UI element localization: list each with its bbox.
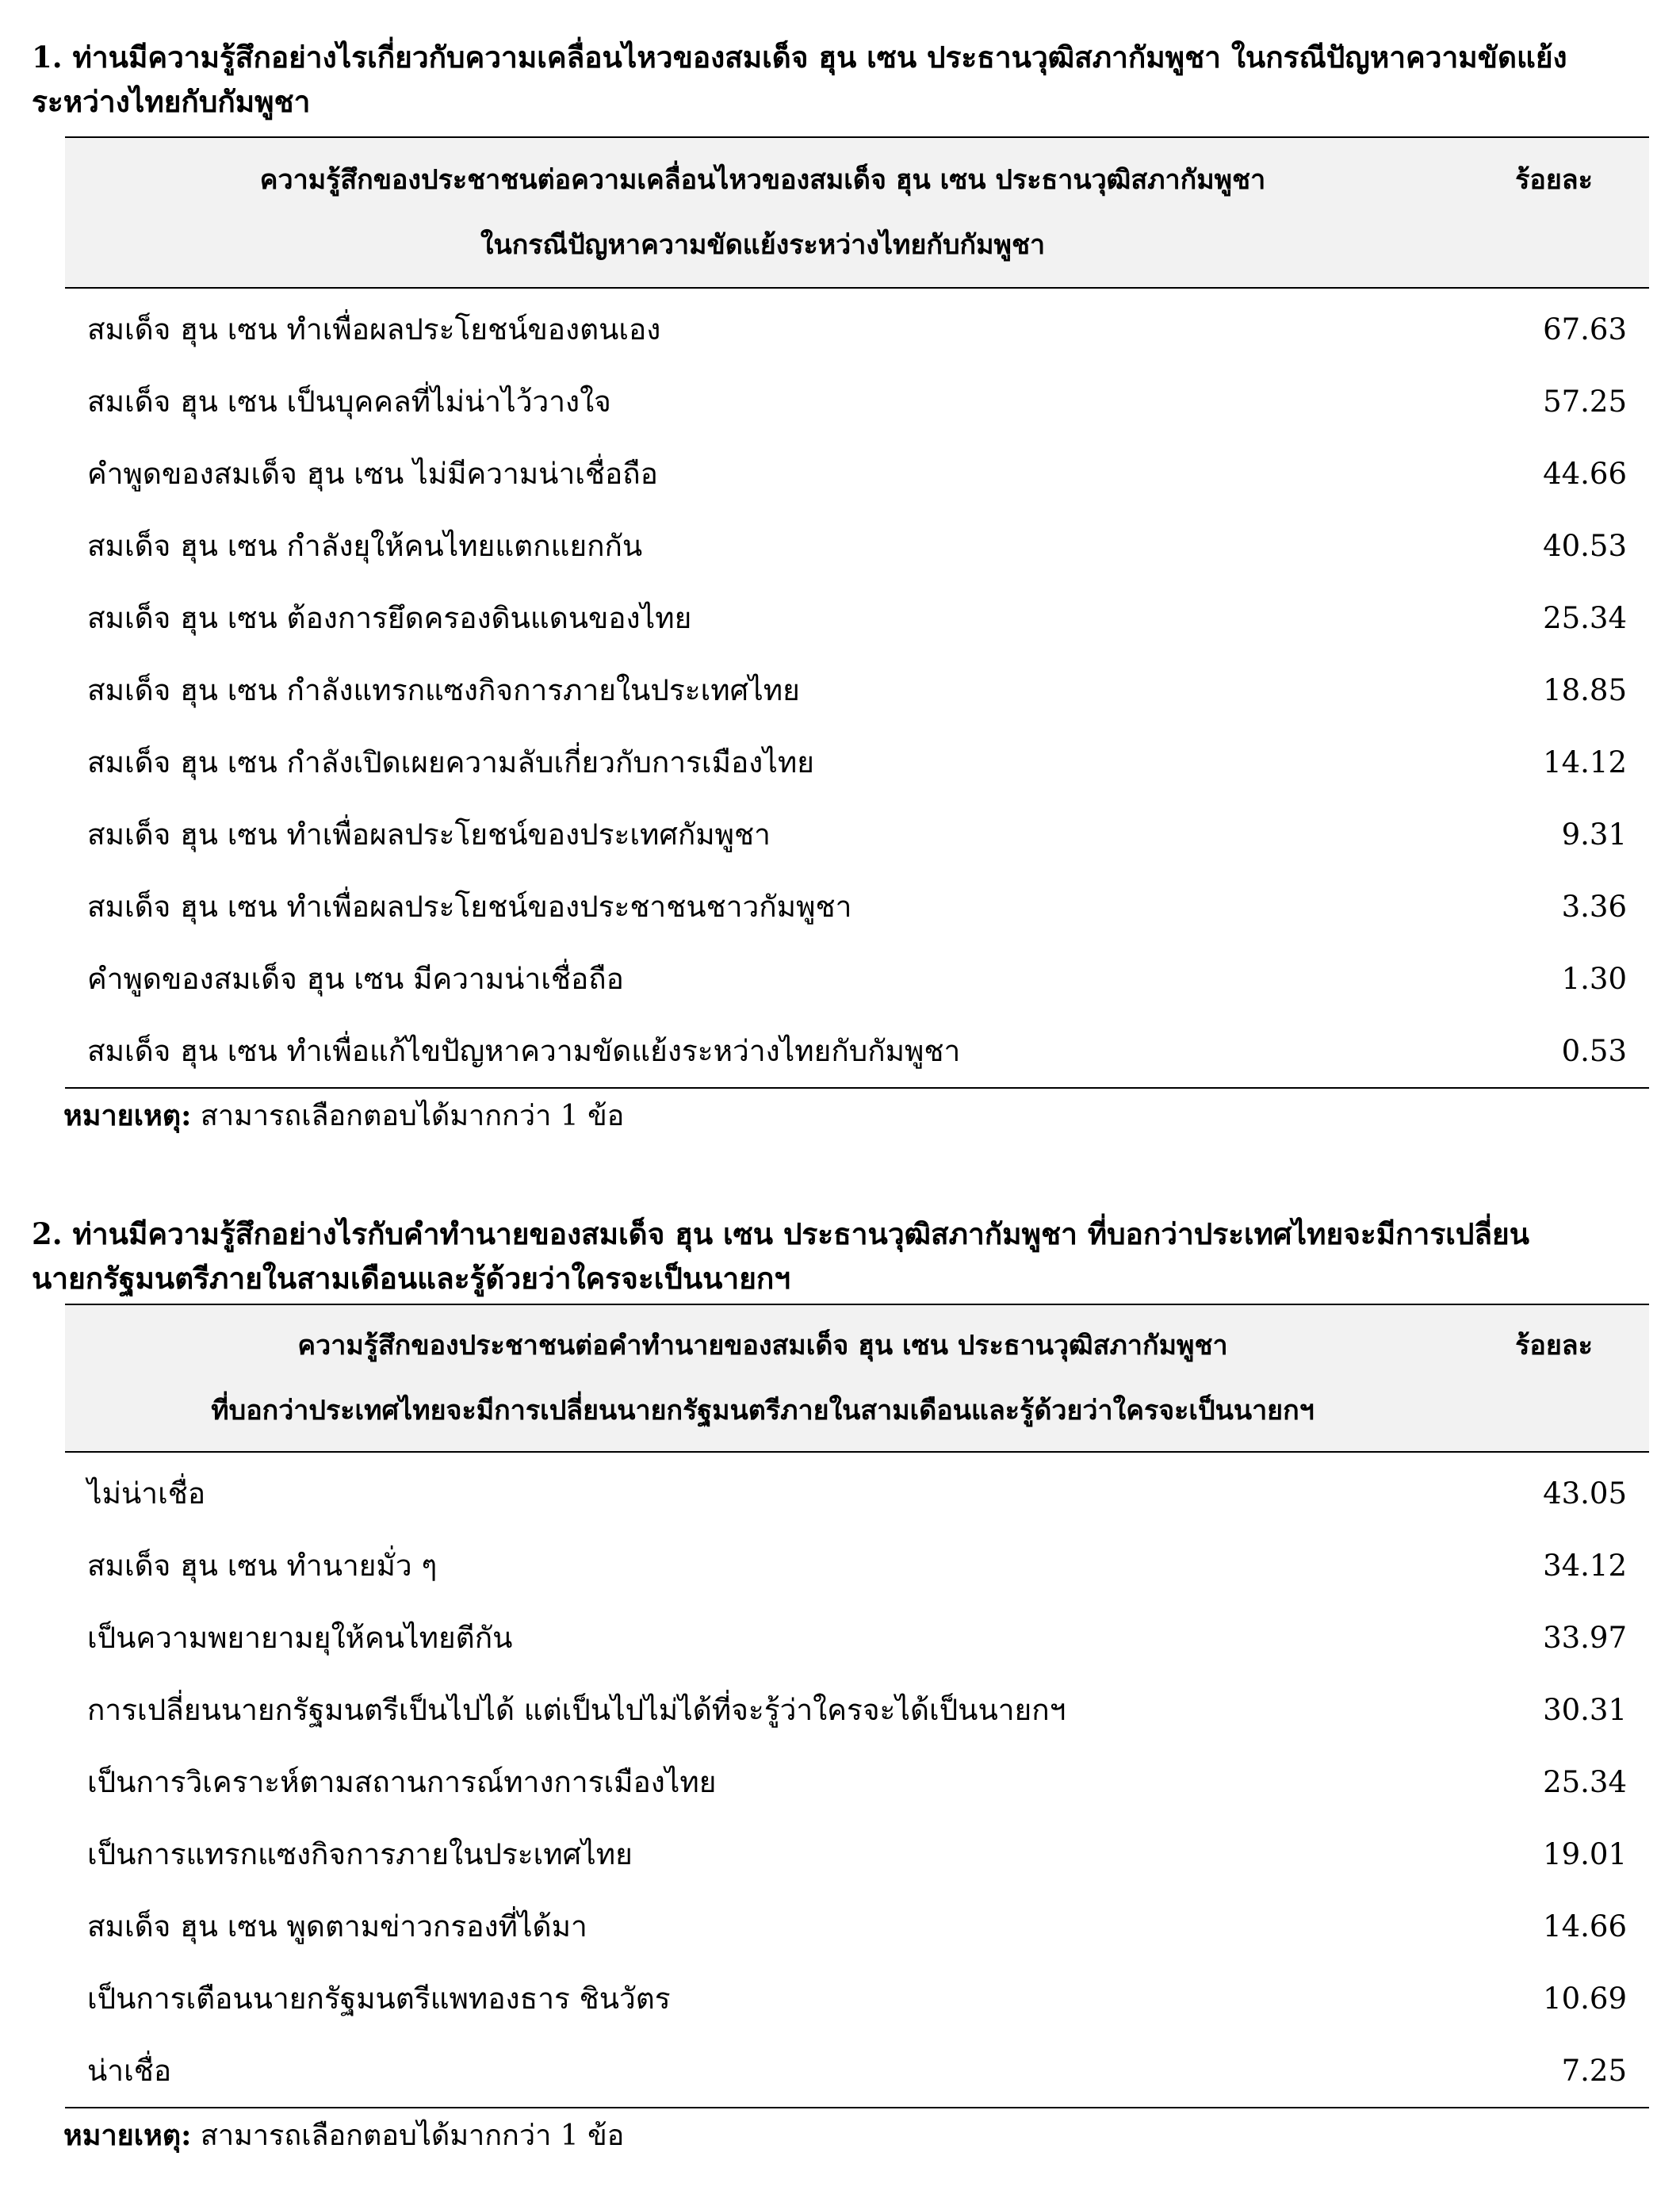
table-row xyxy=(65,798,1649,871)
table-1-body xyxy=(65,289,1649,1089)
row-value: 9.31 xyxy=(1561,818,1627,852)
question-2 xyxy=(32,1212,1649,1300)
question-1-line-2: ระหว่างไทยกับกัมพูชา xyxy=(32,84,311,119)
row-label: คำพูดของสมเด็จ ฮุน เซน ไม่มีความน่าเชื่อถือ xyxy=(87,457,658,491)
note-label: หมายเหตุ: xyxy=(63,2119,192,2152)
row-value: 40.53 xyxy=(1543,529,1627,563)
table-row xyxy=(65,1963,1649,2035)
table-row xyxy=(65,1818,1649,1890)
row-value: 19.01 xyxy=(1543,1837,1627,1871)
row-value: 57.25 xyxy=(1543,385,1627,419)
question-2-line-1: 2. ท่านมีความรู้สึกอย่างไรกับคำทำนายของสมเด็จ ฮุน เซน ประธานวุฒิสภากัมพูชา ที่บอกว่าประเทศไทยจะมีการเปลี่ยน xyxy=(32,1216,1529,1251)
row-value: 44.66 xyxy=(1543,457,1627,491)
row-label: สมเด็จ ฮุน เซน กำลังยุให้คนไทยแตกแยกกัน xyxy=(87,529,643,563)
row-value: 14.12 xyxy=(1543,745,1627,779)
table-row xyxy=(65,366,1649,438)
row-label: เป็นการเตือนนายกรัฐมนตรีแพทองธาร ชินวัตร xyxy=(87,1982,671,2016)
note-text: สามารถเลือกตอบได้มากกว่า 1 ข้อ xyxy=(191,1100,625,1132)
row-label: สมเด็จ ฮุน เซน กำลังแทรกแซงกิจการภายในประเทศไทย xyxy=(87,673,800,707)
note-label: หมายเหตุ: xyxy=(63,1099,192,1132)
row-value: 43.05 xyxy=(1543,1476,1627,1511)
table-1 xyxy=(65,136,1649,1139)
table-1-header-line-1: ความรู้สึกของประชาชนต่อความเคลื่อนไหวของสมเด็จ ฮุน เซน ประธานวุฒิสภากัมพูชา xyxy=(259,164,1266,196)
row-label: เป็นการแทรกแซงกิจการภายในประเทศไทย xyxy=(87,1837,633,1871)
table-row xyxy=(65,1746,1649,1818)
table-2-header-line-2: ที่บอกว่าประเทศไทยจะมีการเปลี่ยนนายกรัฐมนตรีภายในสามเดือนและรู้ด้วยว่าใครจะเป็นนายกฯ xyxy=(211,1395,1315,1427)
section-2 xyxy=(32,1212,1649,2152)
row-label: ไม่น่าเชื่อ xyxy=(87,1476,206,1511)
section-1 xyxy=(32,35,1649,1132)
row-value: 14.66 xyxy=(1543,1909,1627,1944)
row-value: 3.36 xyxy=(1561,890,1627,924)
table-row xyxy=(65,1530,1649,1602)
row-label: สมเด็จ ฮุน เซน พูดตามข่าวกรองที่ได้มา xyxy=(87,1909,587,1944)
table-row xyxy=(65,871,1649,943)
table-2-header xyxy=(65,1304,1649,1453)
table-row xyxy=(65,654,1649,726)
row-value: 25.34 xyxy=(1543,601,1627,635)
row-value: 10.69 xyxy=(1543,1982,1627,2016)
table-2-header-label xyxy=(65,1313,1460,1443)
table-row xyxy=(65,1890,1649,1963)
row-label: คำพูดของสมเด็จ ฮุน เซน มีความน่าเชื่อถือ xyxy=(87,962,624,996)
row-label: การเปลี่ยนนายกรัฐมนตรีเป็นไปได้ แต่เป็นไปไม่ได้ที่จะรู้ว่าใครจะได้เป็นนายกฯ xyxy=(87,1693,1066,1727)
row-label: สมเด็จ ฮุน เซน ทำนายมั่ว ๆ xyxy=(87,1549,438,1583)
row-value: 33.97 xyxy=(1543,1621,1627,1655)
row-label: เป็นการวิเคราะห์ตามสถานการณ์ทางการเมืองไทย xyxy=(87,1765,717,1799)
table-2-header-line-1: ความรู้สึกของประชาชนต่อคำทำนายของสมเด็จ ฮุน เซน ประธานวุฒิสภากัมพูชา xyxy=(297,1330,1228,1361)
table-row xyxy=(65,293,1649,366)
table-1-header-value: ร้อยละ xyxy=(1515,164,1593,196)
table-2 xyxy=(65,1304,1649,2158)
table-row xyxy=(65,582,1649,654)
row-label: สมเด็จ ฮุน เซน ทำเพื่อแก้ไขปัญหาความขัดแย้งระหว่างไทยกับกัมพูชา xyxy=(87,1034,961,1068)
question-1-line-1: 1. ท่านมีความรู้สึกอย่างไรเกี่ยวกับความเคลื่อนไหวของสมเด็จ ฮุน เซน ประธานวุฒิสภากัมพูชา ในกรณีปัญหาความขัดแย้ง xyxy=(32,40,1567,75)
row-label: สมเด็จ ฮุน เซน ทำเพื่อผลประโยชน์ของประเทศกัมพูชา xyxy=(87,818,771,852)
row-label: สมเด็จ ฮุน เซน ทำเพื่อผลประโยชน์ของตนเอง xyxy=(87,312,661,347)
row-label: สมเด็จ ฮุน เซน กำลังเปิดเผยความลับเกี่ยวกับการเมืองไทย xyxy=(87,745,814,779)
question-2-line-2: นายกรัฐมนตรีภายในสามเดือนและรู้ด้วยว่าใครจะเป็นนายกฯ xyxy=(32,1261,791,1296)
row-value: 67.63 xyxy=(1543,312,1627,347)
table-1-header-line-2: ในกรณีปัญหาความขัดแย้งระหว่างไทยกับกัมพูชา xyxy=(480,229,1046,261)
table-row xyxy=(65,510,1649,582)
table-row xyxy=(65,438,1649,510)
table-2-header-value: ร้อยละ xyxy=(1515,1330,1593,1361)
row-value: 18.85 xyxy=(1543,673,1627,707)
row-value: 1.30 xyxy=(1561,962,1627,996)
table-2-note xyxy=(63,2113,1649,2158)
table-row xyxy=(65,943,1649,1015)
row-value: 0.53 xyxy=(1561,1034,1627,1068)
table-1-header-label xyxy=(65,147,1460,278)
row-label: เป็นความพยายามยุให้คนไทยตีกัน xyxy=(87,1621,513,1655)
table-row xyxy=(65,1674,1649,1746)
table-row xyxy=(65,726,1649,798)
table-row xyxy=(65,1602,1649,1674)
table-row xyxy=(65,1015,1649,1087)
row-label: น่าเชื่อ xyxy=(87,2054,172,2088)
row-value: 34.12 xyxy=(1543,1549,1627,1583)
row-value: 7.25 xyxy=(1561,2054,1627,2088)
table-row xyxy=(65,1457,1649,1530)
table-2-body xyxy=(65,1453,1649,2108)
table-1-header xyxy=(65,136,1649,289)
row-label: สมเด็จ ฮุน เซน ต้องการยึดครองดินแดนของไทย xyxy=(87,601,692,635)
row-value: 30.31 xyxy=(1543,1693,1627,1727)
row-label: สมเด็จ ฮุน เซน ทำเพื่อผลประโยชน์ของประชาชนชาวกัมพูชา xyxy=(87,890,852,924)
note-text: สามารถเลือกตอบได้มากกว่า 1 ข้อ xyxy=(191,2120,625,2152)
table-row xyxy=(65,2035,1649,2107)
table-1-note xyxy=(63,1093,1649,1139)
question-1 xyxy=(32,35,1649,124)
row-label: สมเด็จ ฮุน เซน เป็นบุคคลที่ไม่น่าไว้วางใจ xyxy=(87,385,611,419)
row-value: 25.34 xyxy=(1543,1765,1627,1799)
